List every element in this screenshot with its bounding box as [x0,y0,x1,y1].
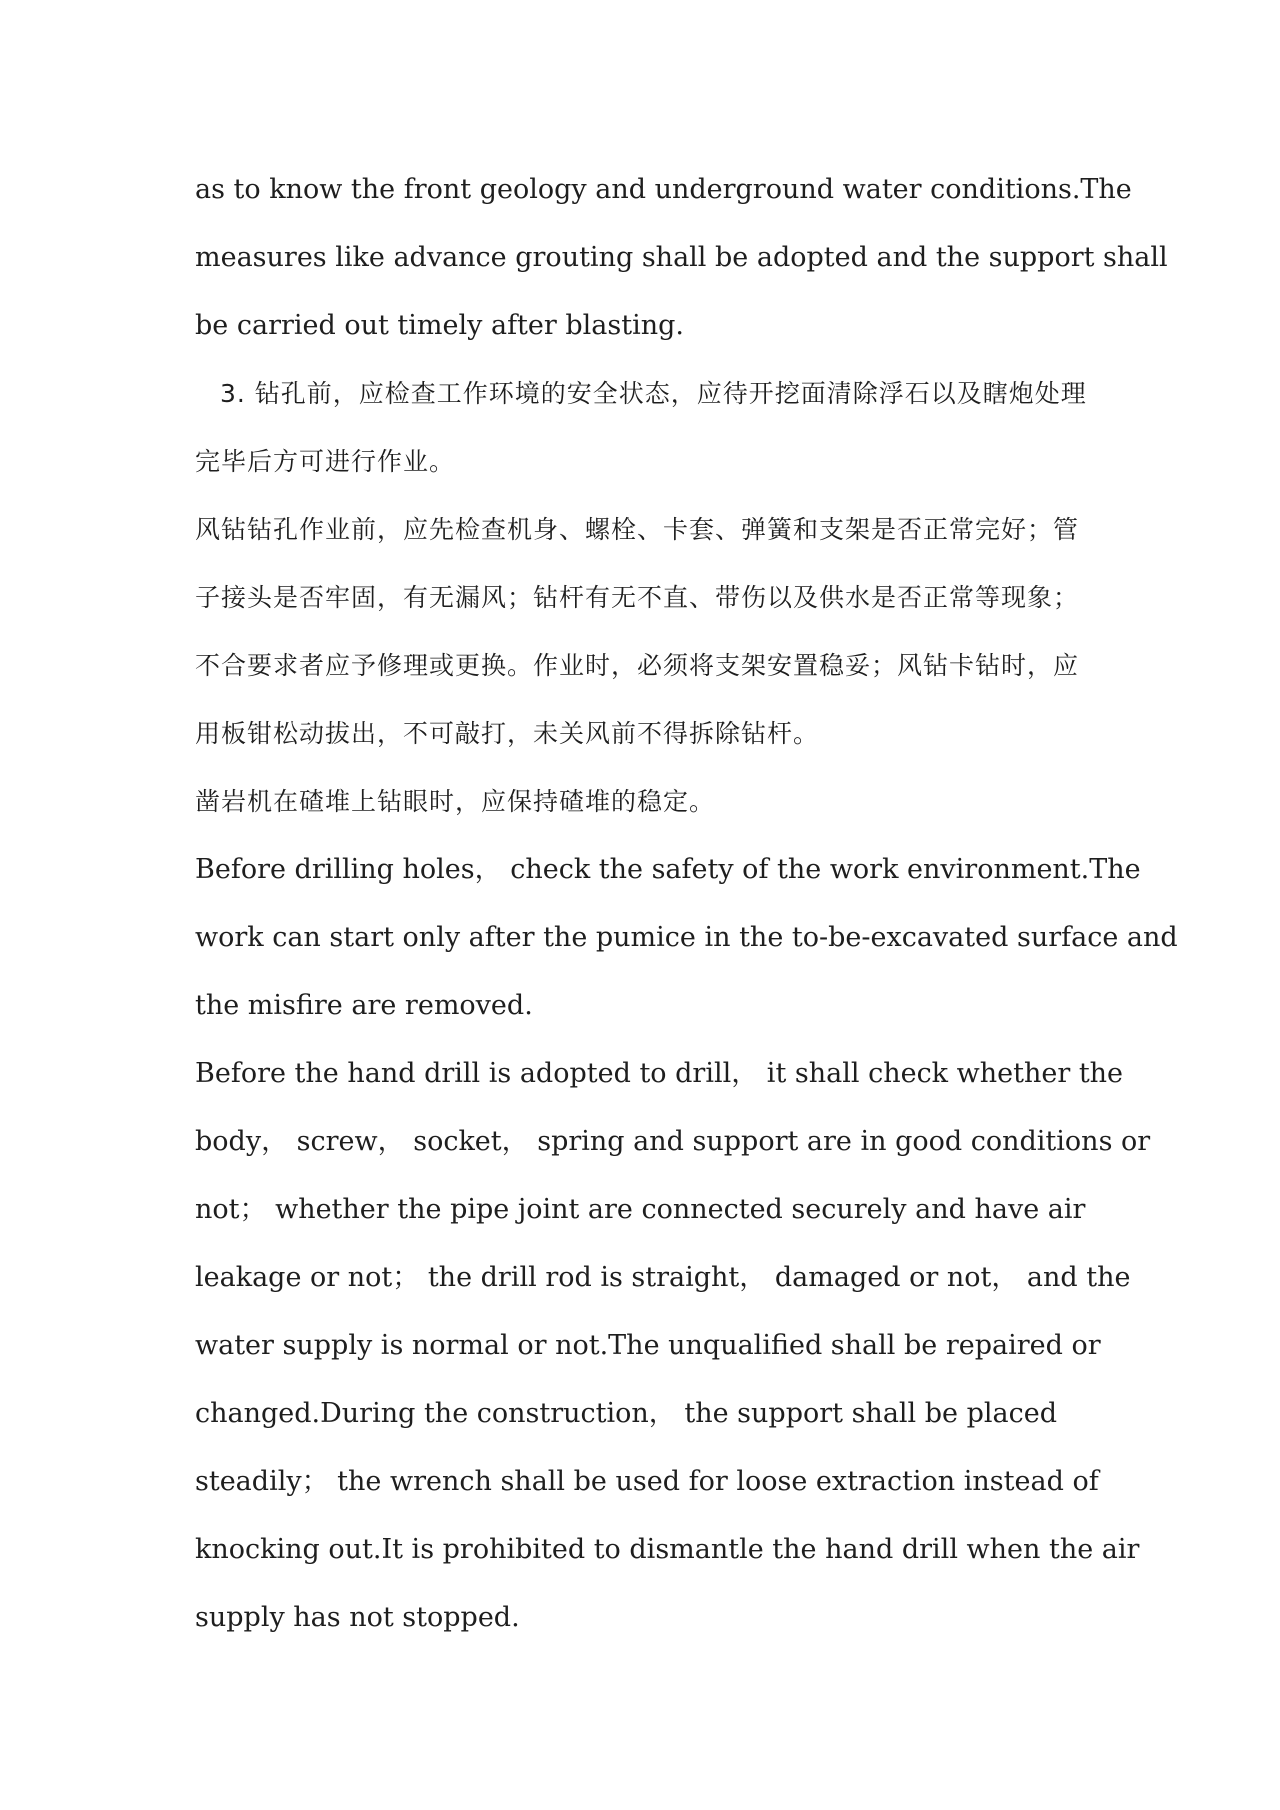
text-line: steadily； the wrench shall be used for loose extraction instead of [195,1466,1099,1497]
text-line: 用板钳松动拔出，不可敲打，未关风前不得拆除钻杆。 [195,719,820,748]
text-line: as to know the front geology and underground water conditions.The [195,174,1132,205]
text-line: body， screw， socket， spring and support are in good conditions or [195,1126,1151,1157]
text-line: the misfire are removed. [195,990,533,1021]
text-line: work can start only after the pumice in the to-be-excavated surface and [195,922,1178,953]
text-line: 子接头是否牢固，有无漏风；钻杆有无不直、带伤以及供水是否正常等现象； [195,583,1080,612]
text-line: 凿岩机在碴堆上钻眼时，应保持碴堆的稳定。 [195,787,716,816]
text-line: water supply is normal or not.The unqualified shall be repaired or [195,1330,1101,1361]
text-line: supply has not stopped. [195,1602,520,1633]
text-line: changed.During the construction， the support shall be placed [195,1398,1058,1429]
text-line: Before drilling holes， check the safety of the work environment.The [195,854,1141,885]
text-line: 风钻钻孔作业前，应先检查机身、螺栓、卡套、弹簧和支架是否正常完好；管 [195,515,1080,544]
text-line: leakage or not； the drill rod is straight， damaged or not， and the [195,1262,1131,1293]
text-line: knocking out.It is prohibited to dismantle the hand drill when the air [195,1534,1140,1565]
text-line: 完毕后方可进行作业。 [195,447,456,476]
text-line: be carried out timely after blasting. [195,310,684,341]
text-line: measures like advance grouting shall be adopted and the support shall [195,242,1168,273]
text-line: Before the hand drill is adopted to drill， it shall check whether the [195,1058,1124,1089]
numbered-paragraph-line: 3. 钻孔前，应检查工作环境的安全状态，应待开挖面清除浮石以及瞎炮处理 [220,379,1087,408]
text-line: not； whether the pipe joint are connected securely and have air [195,1194,1086,1225]
text-line: 不合要求者应予修理或更换。作业时，必须将支架安置稳妥；风钻卡钻时，应 [195,651,1080,680]
